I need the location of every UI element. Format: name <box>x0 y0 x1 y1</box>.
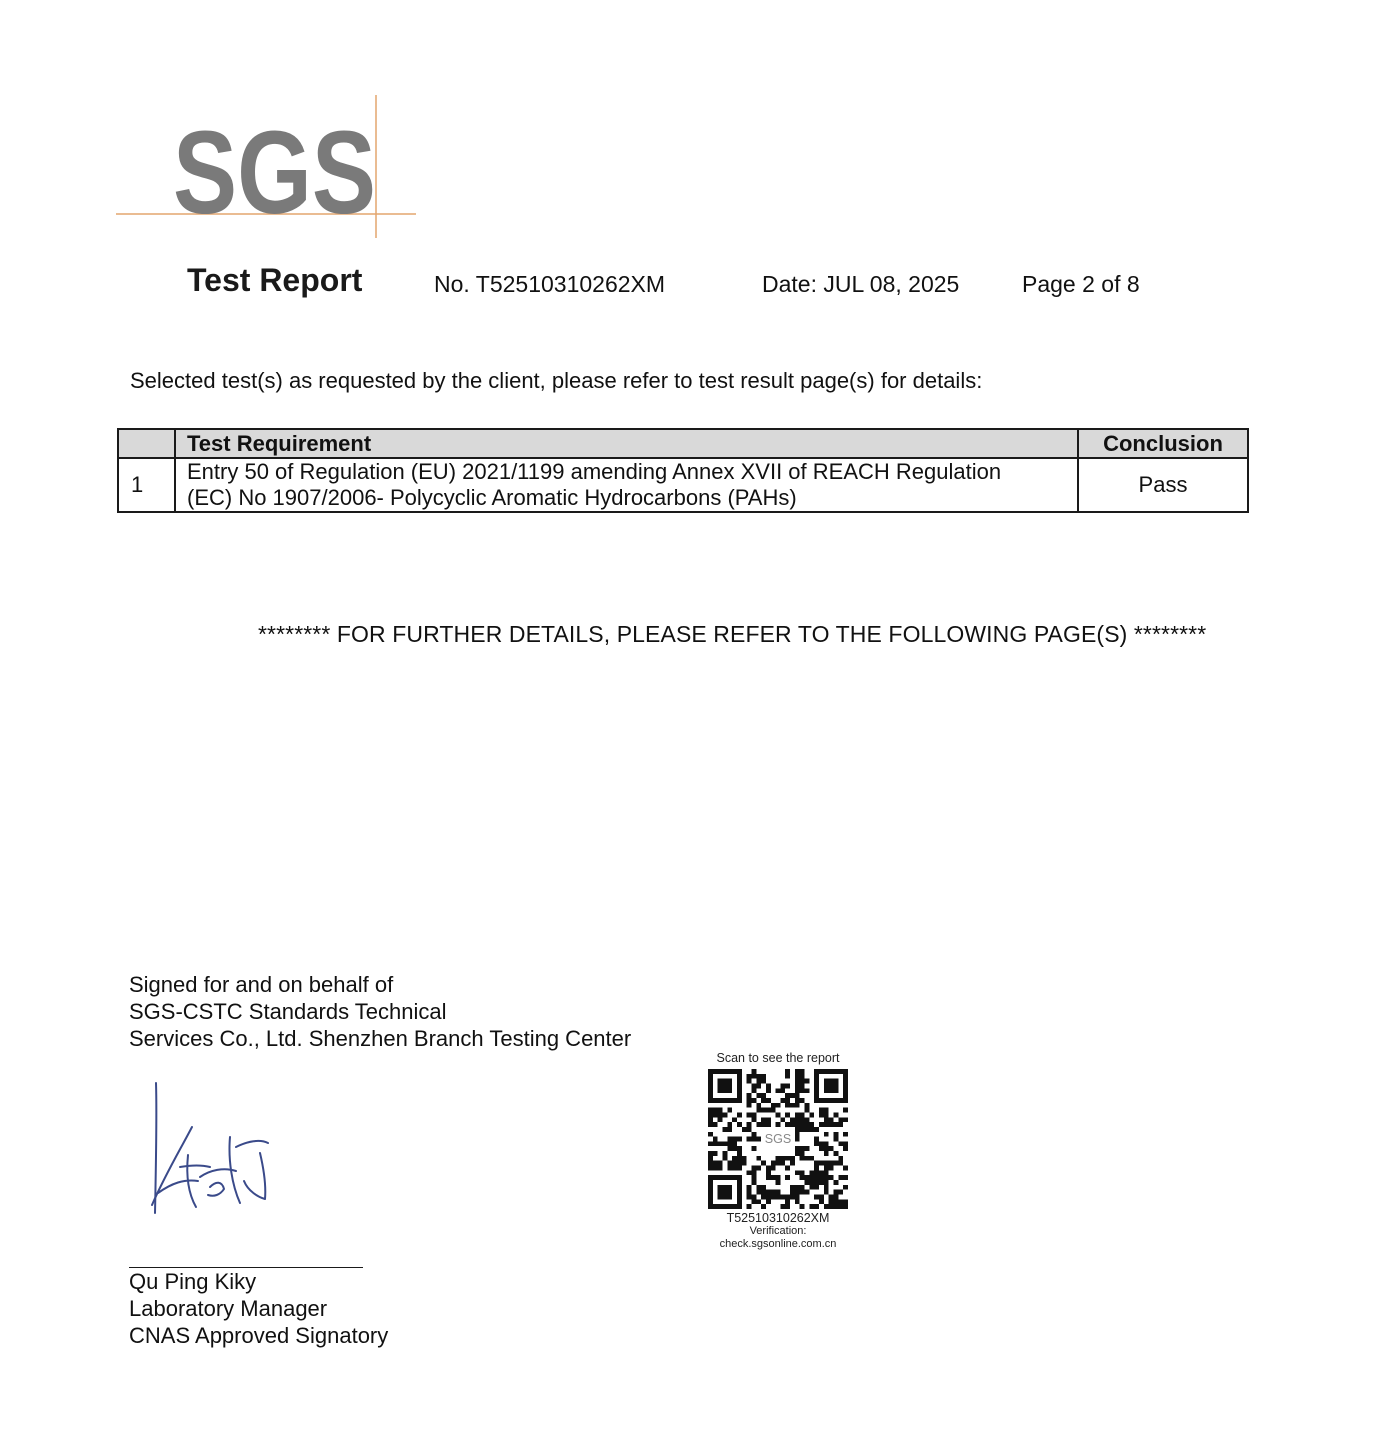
signatory-title: Laboratory Manager <box>129 1296 328 1321</box>
signatory-block <box>129 1268 388 1349</box>
report-title: Test Report <box>187 262 363 298</box>
qr-caption: Scan to see the report <box>716 1051 840 1065</box>
test-requirement-table <box>117 428 1249 513</box>
qr-verification-url[interactable]: check.sgsonline.com.cn <box>719 1238 837 1250</box>
page-indicator: Page 2 of 8 <box>1022 271 1140 297</box>
requirement-line-1: Entry 50 of Regulation (EU) 2021/1199 amending Annex XVII of REACH Regulation <box>187 459 1002 484</box>
row-conclusion: Pass <box>1078 458 1248 512</box>
qr-code[interactable] <box>708 1069 848 1209</box>
signed-line-1: Signed for and on behalf of <box>129 972 394 997</box>
table-header-row <box>118 429 1248 458</box>
signed-line-3: Services Co., Ltd. Shenzhen Branch Testing Center <box>129 1026 632 1051</box>
requirement-line-2: (EC) No 1907/2006- Polycyclic Aromatic Hydrocarbons (PAHs) <box>187 485 797 510</box>
handwritten-signature <box>140 1075 280 1225</box>
signed-line-2: SGS-CSTC Standards Technical <box>129 999 447 1024</box>
sgs-logo <box>116 92 418 240</box>
signed-on-behalf-block <box>129 971 631 1052</box>
sgs-logo-text: SGS <box>173 107 376 239</box>
row-requirement <box>175 458 1078 512</box>
signatory-name: Qu Ping Kiky <box>129 1269 257 1294</box>
header-num <box>118 429 175 458</box>
signatory-approval: CNAS Approved Signatory <box>129 1323 389 1348</box>
report-date: Date: JUL 08, 2025 <box>762 271 960 297</box>
header-test-requirement: Test Requirement <box>175 429 1078 458</box>
qr-verification-label: Verification: <box>749 1225 807 1237</box>
report-number: No. T52510310262XM <box>434 271 666 297</box>
table-row <box>118 458 1248 512</box>
qr-report-number: T52510310262XM <box>726 1211 830 1225</box>
qr-verification-block <box>700 1050 856 1251</box>
intro-text: Selected test(s) as requested by the client, please refer to test result page(s) for details: <box>130 368 983 393</box>
qr-center-label: SGS <box>764 1131 792 1146</box>
header-conclusion: Conclusion <box>1078 429 1248 458</box>
row-number: 1 <box>118 458 175 512</box>
further-details-note: ******** FOR FURTHER DETAILS, PLEASE REFER TO THE FOLLOWING PAGE(S) ******** <box>258 621 1207 647</box>
